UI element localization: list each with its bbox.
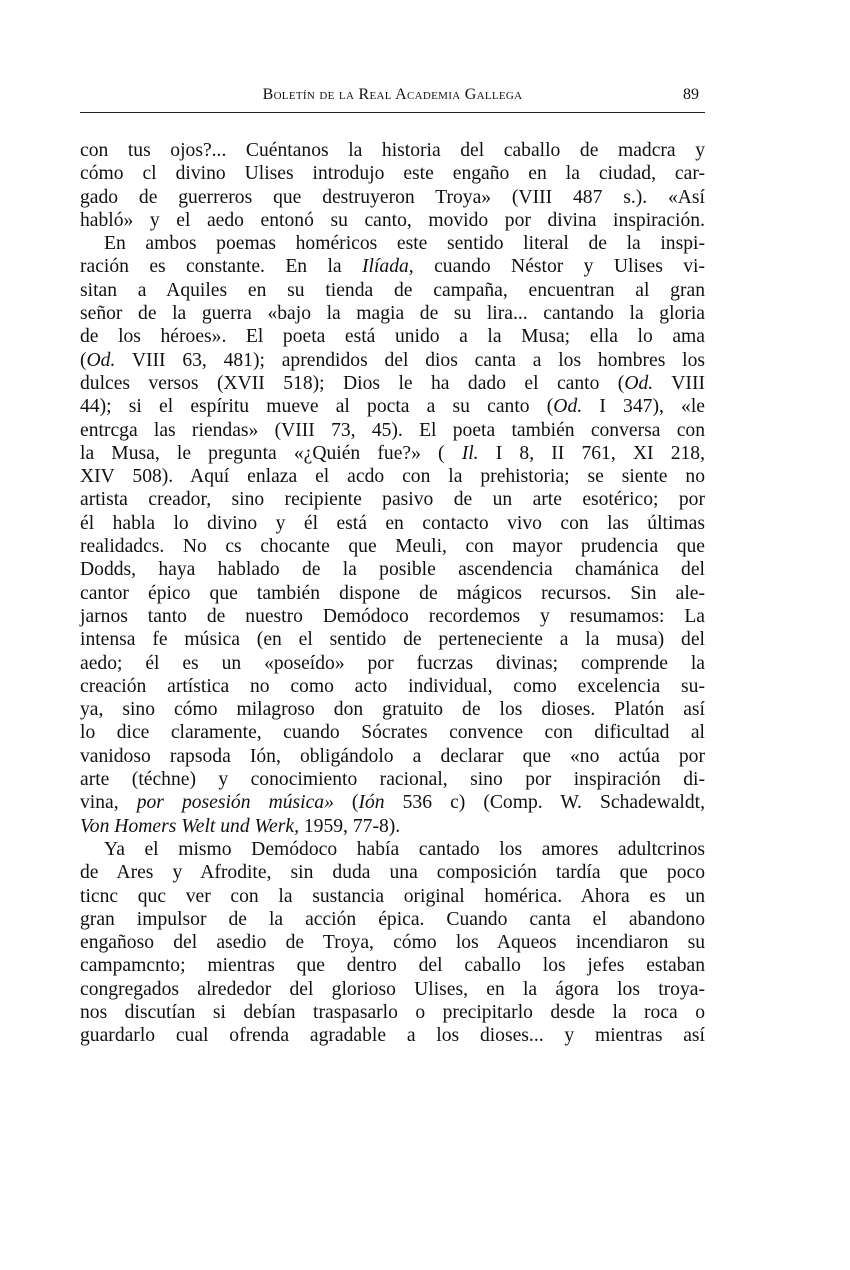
text-run: intensa fe música (en el sentido de perteneciente a la musa) del [80,629,705,651]
text-run: XIV 508). Aquí enlaza el acdo con la prehistoria; se siente no [80,466,705,488]
text-run: ración es constante. En la [80,256,362,278]
text-run: lo dice claramente, cuando Sócrates convence con dificultad al [80,722,705,744]
text-line [80,209,705,232]
text-line [80,279,705,302]
text-run: ticnc quc ver con la sustancia original homérica. Ahora es un [80,885,705,907]
text-line [80,721,705,744]
text-line [80,931,705,954]
text-run: 536 c) (Comp. W. Schadewaldt, [384,792,706,814]
text-line [80,512,705,535]
text-line [80,465,705,488]
italic-text: Ilíada, [362,256,414,278]
body-text [80,139,705,1048]
text-line [80,419,705,442]
text-line [80,139,705,162]
text-run: realidadcs. No cs chocante que Meuli, con mayor prudencia que [80,536,705,558]
text-line [80,582,705,605]
running-title: Boletín de la Real Academia Gallega [262,86,523,103]
text-run: ya, sino cómo milagroso don gratuito de los dioses. Platón así [80,699,705,721]
text-run: él habla lo divino y él está en contacto vivo con las últimas [80,512,705,534]
text-run: vina, [80,792,137,814]
text-run: congregados alrededor del glorioso Ulises, en la ágora los troya- [80,978,705,1000]
text-line [80,791,705,814]
text-line [80,745,705,768]
text-line [80,1001,705,1024]
text-run: vanidoso rapsoda Ión, obligándolo a declarar que «no actúa por [80,745,705,767]
text-run: cantor épico que también dispone de mágicos recursos. Sin ale- [80,582,705,604]
text-line [80,978,705,1001]
text-run: habló» y el aedo entonó su canto, movido por divina inspiración. [80,209,705,231]
text-run: En ambos poemas homéricos este sentido literal de la inspi- [104,233,705,255]
italic-text: Od. [624,372,654,394]
text-line [80,558,705,581]
text-run: arte (téchne) y conocimiento racional, sino por inspiración di- [80,769,705,791]
text-run: de Ares y Afrodite, sin duda una composición tardía que poco [80,862,705,884]
text-line [80,768,705,791]
text-run: la Musa, le pregunta «¿Quién fue?» ( [80,442,462,464]
text-line [80,395,705,418]
text-run: con tus ojos?... Cuéntanos la historia del caballo de madcra y [80,140,705,161]
text-line [80,162,705,185]
text-run: guardarlo cual ofrenda agradable a los dioses... y mientras así [80,1025,705,1047]
text-line [80,675,705,698]
text-line [80,838,705,861]
italic-text: Il. [461,442,479,464]
text-run: gado de guerreros que destruyeron Troya» (VIII 487 s.). «Así [80,186,705,208]
text-line [80,954,705,977]
text-run: Ya el mismo Demódoco había cantado los amores adultcrinos [104,838,705,860]
text-line [80,372,705,395]
header-rule [80,112,705,113]
text-run: artista creador, sino recipiente pasivo de un arte esotérico; por [80,489,705,511]
text-run: dulces versos (XVII 518); Dios le ha dado el canto ( [80,372,625,394]
text-run: ( [80,349,87,371]
text-line [80,186,705,209]
text-run: VIII [653,372,705,394]
italic-text: Ión [358,792,385,814]
text-line [80,255,705,278]
text-line [80,698,705,721]
text-run: 44); si el espíritu mueve al pocta a su canto ( [80,396,554,418]
text-line [80,535,705,558]
running-header [80,84,705,108]
text-run: entrcga las riendas» (VIII 73, 45). El poeta también conversa con [80,419,705,441]
text-run: nos discutían si debían traspasarlo o precipitarlo desde la roca o [80,1001,705,1023]
text-run: VIII 63, 481); aprendidos del dios canta a los hombres los [115,349,705,371]
text-run: cómo cl divino Ulises introdujo este engaño en la ciudad, car- [80,163,705,185]
text-run: señor de la guerra «bajo la magia de su lira... cantando la gloria [80,303,705,325]
text-run: aedo; él es un «poseído» por fucrzas divinas; comprende la [80,652,705,674]
text-line [80,908,705,931]
text-line [80,232,705,255]
text-line [80,1024,705,1047]
text-line [80,302,705,325]
page-number: 89 [683,86,699,103]
text-line [80,605,705,628]
text-run: Dodds, haya hablado de la posible ascendencia chamánica del [80,559,705,581]
text-line [80,815,705,838]
text-line [80,488,705,511]
text-line [80,861,705,884]
italic-text: Od. [86,349,116,371]
italic-text: por posesión música» [136,792,334,814]
italic-text: Od. [553,396,583,418]
text-line [80,349,705,372]
text-run: I 347), «le [582,396,705,418]
text-run: ( [333,792,359,814]
text-run: I 8, II 761, XI 218, [478,442,705,464]
text-run: creación artística no como acto individual, como excelencia su- [80,675,705,697]
text-run: sitan a Aquiles en su tienda de campaña, encuentran al gran [80,279,705,301]
text-line [80,325,705,348]
text-line [80,628,705,651]
text-run: cuando Néstor y Ulises vi- [413,256,705,278]
text-run: jarnos tanto de nuestro Demódoco recordemos y resumamos: La [80,605,705,627]
text-line [80,652,705,675]
text-line [80,442,705,465]
text-run: 1959, 77-8). [298,815,401,837]
text-run: de los héroes». El poeta está unido a la Musa; ella lo ama [80,326,705,348]
text-run: gran impulsor de la acción épica. Cuando canta el abandono [80,908,705,930]
text-run: campamcnto; mientras que dentro del caballo los jefes estaban [80,955,705,977]
text-line [80,885,705,908]
text-run: engañoso del asedio de Troya, cómo los Aqueos incendiaron su [80,932,705,954]
italic-text: Von Homers Welt und Werk, [80,815,299,837]
